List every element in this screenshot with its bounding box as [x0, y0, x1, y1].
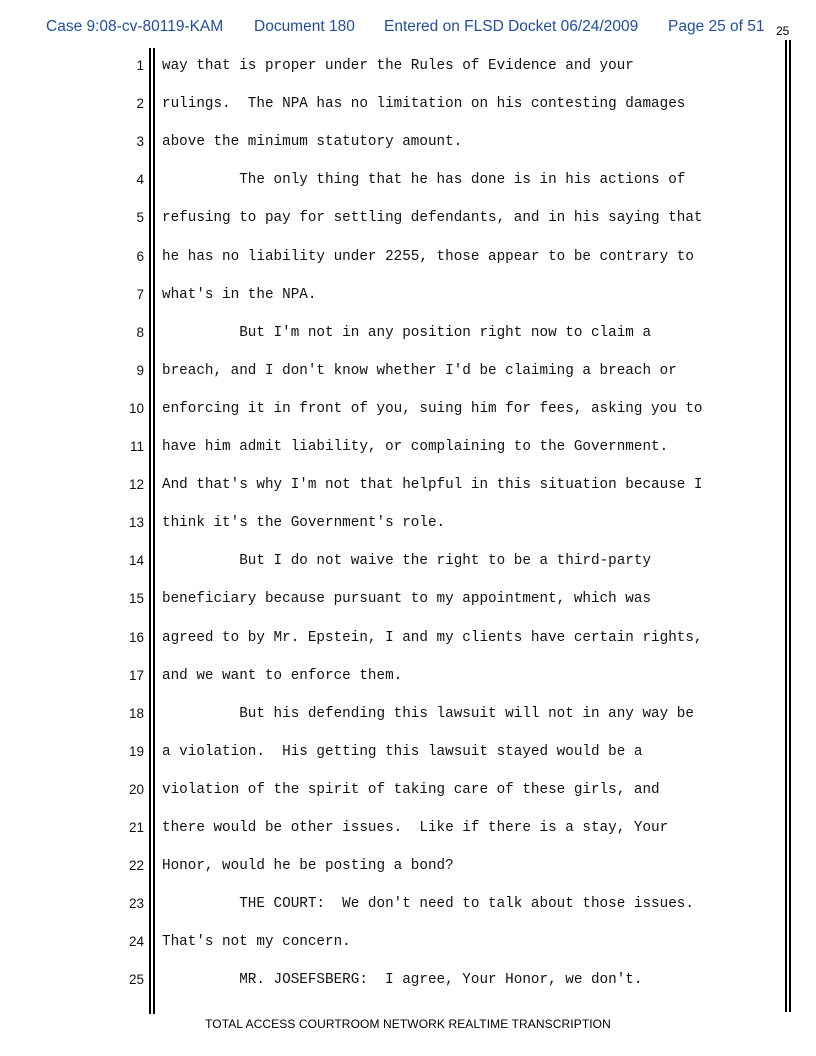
transcript-line: [0, 591, 780, 615]
transcript-line: [0, 820, 780, 844]
line-number: 13: [128, 515, 144, 531]
line-text: refusing to pay for settling defendants, and in his saying that: [162, 210, 703, 227]
transcript-line: [0, 287, 780, 311]
transcript-line: [0, 668, 780, 692]
line-number: 14: [128, 553, 144, 569]
transcript-line: [0, 477, 780, 501]
line-text: and we want to enforce them.: [162, 667, 403, 684]
line-number: 21: [128, 820, 144, 835]
line-text: what's in the NPA.: [162, 286, 317, 303]
transcript-line: [0, 630, 780, 654]
transcript-line: [0, 972, 780, 996]
line-text: there would be other issues. Like if there is a stay, Your: [162, 820, 669, 836]
transcript-line: [0, 96, 780, 120]
transcript-line: [0, 744, 780, 768]
line-text: MR. JOSEFSBERG: I agree, Your Honor, we don't.: [162, 972, 643, 989]
line-number: 6: [136, 248, 144, 264]
line-number: 25: [128, 972, 144, 988]
line-number: 4: [136, 172, 144, 188]
line-number: 24: [128, 934, 144, 950]
transcript-line: [0, 706, 780, 730]
line-number: 17: [128, 667, 144, 683]
transcription-footer: TOTAL ACCESS COURTROOM NETWORK REALTIME TRANSCRIPTION: [205, 1017, 611, 1031]
line-text: But I'm not in any position right now to claim a: [162, 324, 652, 341]
line-number: 12: [128, 477, 144, 493]
line-text: he has no liability under 2255, those appear to be contrary to: [162, 248, 694, 265]
transcript-line: [0, 782, 780, 806]
transcript-line: [0, 172, 780, 196]
transcript-line: [0, 325, 780, 349]
line-text: But I do not waive the right to be a third-party: [162, 553, 652, 570]
case-number: Case 9:08-cv-80119-KAM: [46, 18, 224, 35]
line-text: above the minimum statutory amount.: [162, 134, 463, 151]
line-text: rulings. The NPA has no limitation on his contesting damages: [162, 96, 686, 113]
line-number: 10: [128, 400, 144, 416]
line-number: 2: [136, 96, 144, 112]
line-number: 20: [128, 781, 144, 797]
line-text: enforcing it in front of you, suing him for fees, asking you to: [162, 400, 703, 417]
line-text: THE COURT: We don't need to talk about those issues.: [162, 896, 694, 913]
line-number: 1: [136, 58, 144, 73]
transcript-line: [0, 249, 780, 273]
line-text: think it's the Government's role.: [162, 515, 446, 532]
transcript-line: [0, 401, 780, 425]
transcript-line: [0, 553, 780, 577]
line-text: That's not my concern.: [162, 934, 351, 951]
line-number: 16: [128, 629, 144, 645]
page-of-total: Page 25 of 51: [668, 18, 765, 35]
line-number: 19: [128, 743, 144, 759]
transcript-line: [0, 515, 780, 539]
line-number: 18: [128, 705, 144, 721]
transcript-line: [0, 858, 780, 882]
transcript-line: [0, 363, 780, 387]
line-text: a violation. His getting this lawsuit stayed would be a: [162, 743, 643, 760]
line-text: violation of the spirit of taking care of these girls, and: [162, 781, 660, 798]
line-number: 22: [128, 858, 144, 874]
line-number: 23: [128, 896, 144, 912]
line-number: 3: [136, 134, 144, 150]
line-text: agreed to by Mr. Epstein, I and my clients have certain rights,: [162, 629, 703, 646]
transcript-line: [0, 934, 780, 958]
line-number: 7: [136, 286, 144, 302]
document-number: Document 180: [254, 18, 355, 35]
transcript-line: [0, 210, 780, 234]
line-text: breach, and I don't know whether I'd be claiming a breach or: [162, 362, 677, 379]
transcript-line: [0, 896, 780, 920]
transcript-page-number: 25: [776, 24, 790, 38]
line-number: 8: [136, 324, 144, 340]
transcript-line: [0, 58, 780, 82]
transcript-line: [0, 134, 780, 158]
line-text: And that's why I'm not that helpful in this situation because I: [162, 477, 703, 494]
docket-entry-date: Entered on FLSD Docket 06/24/2009: [384, 18, 639, 35]
line-number: 15: [128, 591, 144, 607]
transcript-line: [0, 439, 780, 463]
line-text: have him admit liability, or complaining to the Government.: [162, 439, 669, 455]
line-number: 5: [136, 210, 144, 226]
line-text: But his defending this lawsuit will not in any way be: [162, 705, 694, 722]
line-text: beneficiary because pursuant to my appointment, which was: [162, 591, 652, 608]
line-number: 9: [136, 362, 144, 378]
line-number: 11: [129, 439, 144, 454]
line-text: The only thing that he has done is in his actions of: [162, 172, 686, 189]
line-text: way that is proper under the Rules of Evidence and your: [162, 58, 634, 74]
line-text: Honor, would he be posting a bond?: [162, 858, 454, 875]
